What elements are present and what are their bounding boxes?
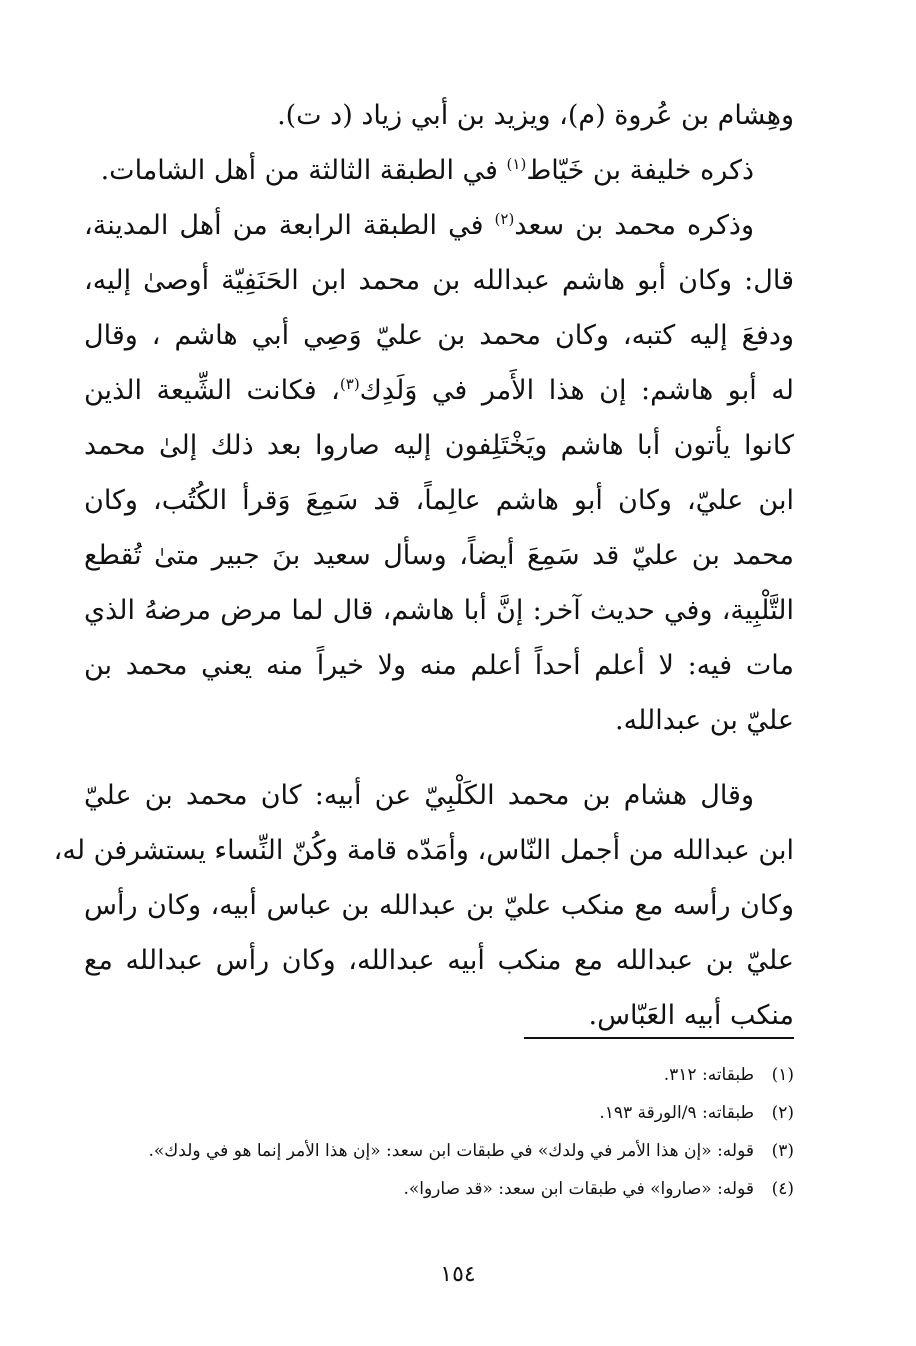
footnote-text: طبقاته: ٩/الورقة ١٩٣. bbox=[599, 1103, 754, 1123]
footnote-number: (٢) bbox=[771, 1103, 794, 1123]
text-line: ابن عبدالله من أجمل النّاس، وأمَدّه قامة وكُنّ النِّساء يستشرفن له، bbox=[53, 835, 794, 866]
footnote-number: (٤) bbox=[771, 1179, 794, 1199]
footnote-text: قوله: «إن هذا الأمر في ولدك» في طبقات ابن سعد: «إن هذا الأمر إنما هو في ولدك». bbox=[148, 1141, 754, 1161]
footnote-number: (١) bbox=[771, 1065, 794, 1085]
text-run: ذكره خليفة بن خَيّاط bbox=[526, 155, 754, 186]
text-line: وقال هشام بن محمد الكَلْبِيّ عن أبيه: كان محمد بن عليّ bbox=[84, 780, 754, 811]
paragraph-gap bbox=[84, 748, 794, 768]
text-line bbox=[84, 363, 794, 418]
footnote-text: طبقاته: ٣١٢. bbox=[663, 1065, 754, 1085]
text-run: وذكره محمد بن سعد bbox=[514, 210, 754, 241]
footnote-ref[interactable]: (٣) bbox=[339, 375, 360, 393]
footnote-item bbox=[84, 1172, 794, 1206]
text-run: ، فكانت الشِّيعة الذين bbox=[84, 375, 340, 406]
text-line bbox=[84, 143, 794, 198]
footnote-text: قوله: «صاروا» في طبقات ابن سعد: «قد صاروا». bbox=[403, 1179, 754, 1199]
text-line: مات فيه: لا أعلم أحداً أعلم منه ولا خيراً منه يعني محمد بن bbox=[84, 650, 794, 681]
text-line: محمد بن عليّ قد سَمِعَ أيضاً، وسأل سعيد بنَ جبير متىٰ تُقطع bbox=[84, 540, 795, 571]
footnote-item bbox=[84, 1058, 794, 1092]
page-number: ١٥٤ bbox=[440, 1262, 476, 1287]
text-run: في الطبقة الرابعة من أهل المدينة، bbox=[84, 210, 495, 241]
text-run: له أبو هاشم: إن هذا الأَمر في وَلَدِك bbox=[359, 375, 794, 406]
main-text bbox=[53, 88, 795, 1043]
text-line: وكان رأسه مع منكب عليّ بن عبدالله بن عباس أبيه، وكان رأس bbox=[84, 890, 794, 921]
text-line: منكب أبيه العَبّاس. bbox=[588, 1000, 794, 1031]
text-line: كانوا يأتون أبا هاشم ويَخْتَلِفون إليه صاروا بعد ذلك إلىٰ محمد bbox=[84, 430, 794, 461]
footnote-ref[interactable]: (٢) bbox=[494, 210, 515, 228]
text-line: قال: وكان أبو هاشم عبدالله بن محمد ابن الحَنَفِيّة أوصىٰ إليه، bbox=[84, 265, 794, 296]
footnote-ref[interactable]: (١) bbox=[506, 155, 527, 173]
footnote-item bbox=[84, 1096, 794, 1130]
footnote-item bbox=[84, 1134, 794, 1168]
text-line: عليّ بن عبدالله. bbox=[615, 705, 794, 736]
footnotes bbox=[84, 1058, 794, 1206]
footnote-divider bbox=[524, 1037, 794, 1039]
text-run: في الطبقة الثالثة من أهل الشامات. bbox=[100, 155, 507, 186]
footnote-number: (٣) bbox=[771, 1141, 794, 1161]
text-line: التَّلْبِية، وفي حديث آخر: إنَّ أبا هاشم، قال لما مرض مرضهُ الذي bbox=[84, 595, 794, 626]
text-line bbox=[84, 198, 794, 253]
text-line: ابن عليّ، وكان أبو هاشم عالِماً، قد سَمِعَ وَقرأ الكُتُب، وكان bbox=[84, 485, 794, 516]
text-line: عليّ بن عبدالله مع منكب أبيه عبدالله، وكان رأس عبدالله مع bbox=[84, 945, 794, 976]
text-line: ودفعَ إليه كتبه، وكان محمد بن عليّ وَصِي أبي هاشم ، وقال bbox=[84, 320, 794, 351]
text-line: وهِشام بن عُروة (م)، ويزيد بن أبي زياد (د ت). bbox=[277, 100, 794, 131]
